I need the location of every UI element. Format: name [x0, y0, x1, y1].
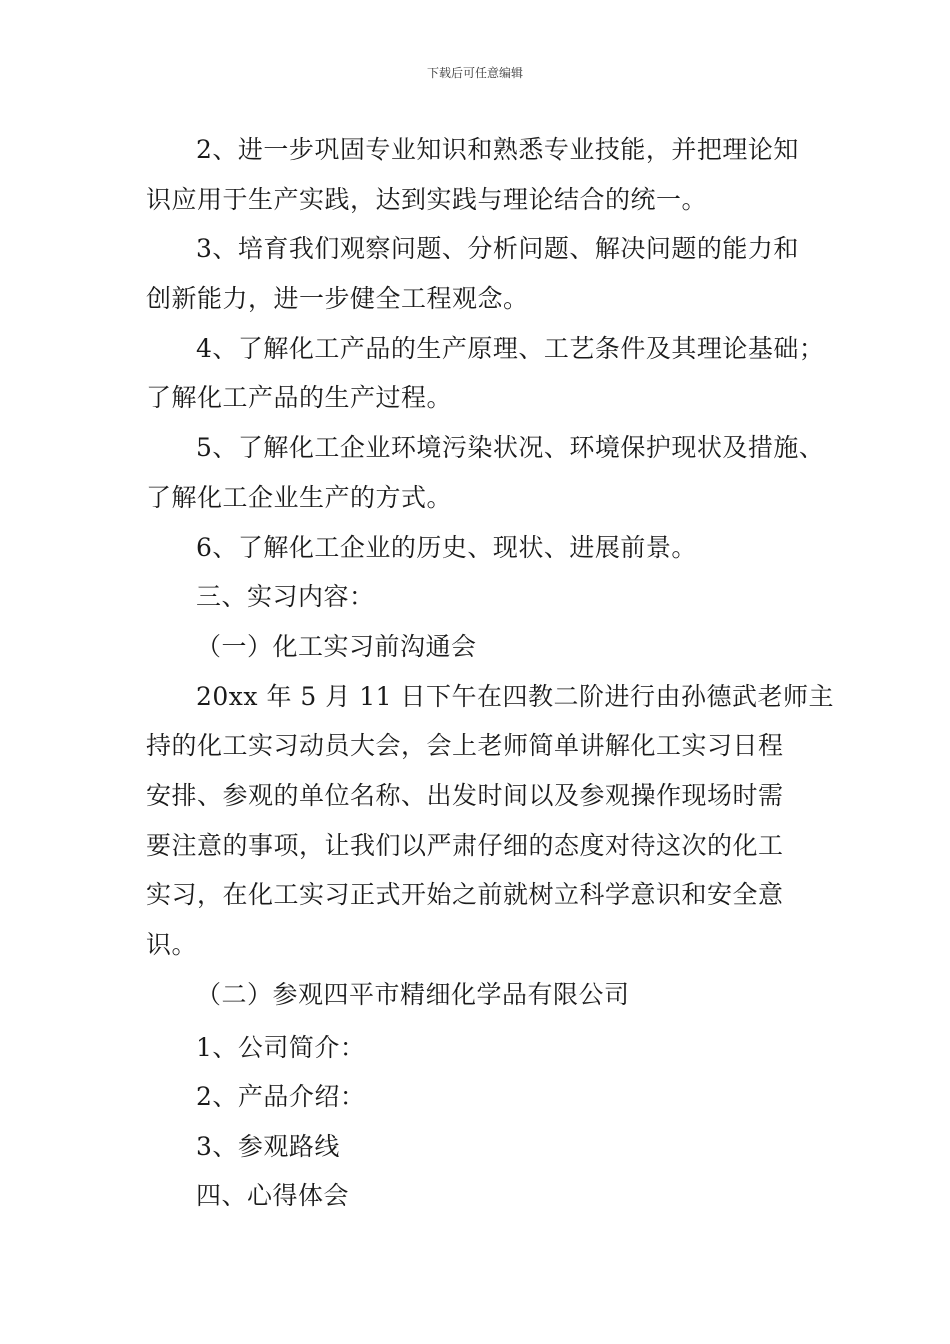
paragraph-line: 了解化工产品的生产过程。 [146, 383, 453, 412]
paragraph-line: 安排、参观的单位名称、出发时间以及参观操作现场时需 [146, 781, 784, 810]
section-heading: 四、心得体会 [196, 1181, 350, 1210]
paragraph-line: 2、进一步巩固专业知识和熟悉专业技能，并把理论知 [196, 135, 799, 164]
section-heading: 三、实习内容： [196, 582, 375, 611]
paragraph-line: 了解化工企业生产的方式。 [146, 483, 453, 512]
paragraph-line: 3、培育我们观察问题、分析问题、解决问题的能力和 [196, 234, 799, 263]
paragraph-line: 5、了解化工企业环境污染状况、环境保护现状及措施、 [196, 433, 825, 462]
page-header: 下载后可任意编辑 [426, 66, 523, 80]
paragraph-line: 识。 [146, 930, 198, 959]
paragraph-line: 创新能力，进一步健全工程观念。 [146, 284, 529, 313]
paragraph-line: 实习，在化工实习正式开始之前就树立科学意识和安全意 [146, 880, 784, 909]
paragraph-line: 持的化工实习动员大会，会上老师简单讲解化工实习日程 [146, 731, 784, 760]
paragraph-line: 6、了解化工企业的历史、现状、进展前景。 [196, 533, 697, 562]
list-item: 3、参观路线 [196, 1132, 340, 1161]
list-item: 1、公司简介： [196, 1033, 366, 1062]
subsection-heading: （一）化工实习前沟通会 [196, 632, 477, 661]
paragraph-line: 要注意的事项，让我们以严肃仔细的态度对待这次的化工 [146, 831, 784, 860]
list-item: 2、产品介绍： [196, 1082, 366, 1111]
paragraph-line: 20xx 年 5 月 11 日下午在四教二阶进行由孙德武老师主 [196, 682, 834, 711]
paragraph-line: 4、了解化工产品的生产原理、工艺条件及其理论基础； [196, 334, 825, 363]
subsection-heading: （二）参观四平市精细化学品有限公司 [196, 980, 630, 1009]
paragraph-line: 识应用于生产实践，达到实践与理论结合的统一。 [146, 185, 708, 214]
